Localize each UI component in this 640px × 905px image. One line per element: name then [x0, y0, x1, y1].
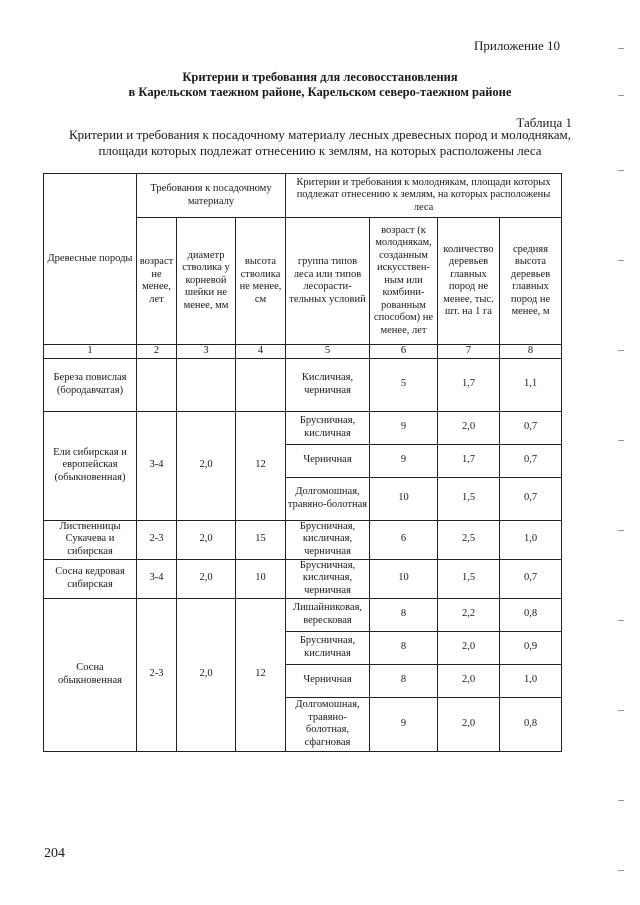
forest-type-cell: Брусничная, кисличная, черничная [286, 559, 370, 598]
mean-height-cell: 0,8 [500, 697, 562, 751]
forest-type-cell: Долгомошная, травяно-болотная [286, 477, 370, 520]
column-number: 3 [177, 345, 236, 359]
criteria-table [43, 173, 562, 752]
mean-height-cell: 0,7 [500, 477, 562, 520]
height-cell: 12 [236, 411, 286, 520]
tree-count-cell: 2,2 [438, 598, 500, 631]
column-number: 7 [438, 345, 500, 359]
header-forest-type: группа типов леса или типов лесорасти-тельных условий [286, 218, 370, 345]
young-age-cell: 8 [370, 598, 438, 631]
height-cell: 10 [236, 559, 286, 598]
young-age-cell: 8 [370, 631, 438, 664]
forest-type-cell: Брусничная, кисличная [286, 631, 370, 664]
header-diameter: диаметр стволика у корневой шейки не менее, мм [177, 218, 236, 345]
species-cell: Ели сибирская и европейская (обыкновенная) [44, 411, 137, 520]
document-title [0, 70, 640, 100]
table-row [44, 411, 562, 444]
young-age-cell: 10 [370, 477, 438, 520]
mean-height-cell: 0,9 [500, 631, 562, 664]
header-tree-count: количество деревьев главных пород не менее, тыс. шт. на 1 га [438, 218, 500, 345]
header-planting-material: Требования к посадочному материалу [137, 174, 286, 218]
appendix-label: Приложение 10 [473, 38, 560, 53]
table-number: Таблица 1 [516, 115, 572, 130]
forest-type-cell: Черничная [286, 664, 370, 697]
young-age-cell: 5 [370, 358, 438, 411]
mean-height-cell: 1,1 [500, 358, 562, 411]
planting-age-cell: 3-4 [137, 411, 177, 520]
mean-height-cell: 0,7 [500, 559, 562, 598]
forest-type-cell: Брусничная, кисличная [286, 411, 370, 444]
diameter-cell [177, 358, 236, 411]
column-number: 8 [500, 345, 562, 359]
forest-type-cell: Лишайниковая, вересковая [286, 598, 370, 631]
forest-type-cell: Кисличная, черничная [286, 358, 370, 411]
table-row [44, 559, 562, 598]
height-cell: 12 [236, 598, 286, 751]
tree-count-cell: 2,5 [438, 520, 500, 559]
column-number: 5 [286, 345, 370, 359]
mean-height-cell: 0,8 [500, 598, 562, 631]
header-mean-height: средняя высота деревьев главных пород не менее, м [500, 218, 562, 345]
planting-age-cell [137, 358, 177, 411]
diameter-cell: 2,0 [177, 598, 236, 751]
diameter-cell: 2,0 [177, 559, 236, 598]
young-age-cell: 9 [370, 444, 438, 477]
title-line-1: Критерии и требования для лесовосстановления [182, 70, 458, 84]
young-age-cell: 9 [370, 411, 438, 444]
header-species: Древесные породы [44, 174, 137, 345]
height-cell [236, 358, 286, 411]
planting-age-cell: 2-3 [137, 598, 177, 751]
tree-count-cell: 1,7 [438, 444, 500, 477]
planting-age-cell: 2-3 [137, 520, 177, 559]
tree-count-cell: 1,5 [438, 559, 500, 598]
young-age-cell: 10 [370, 559, 438, 598]
forest-type-cell: Долгомошная, травяно-болотная, сфагновая [286, 697, 370, 751]
header-young-stands: Критерии и требования к молоднякам, площади которых подлежат отнесению к землям, на которых расположены леса [286, 174, 562, 218]
mean-height-cell: 1,0 [500, 664, 562, 697]
mean-height-cell: 0,7 [500, 411, 562, 444]
header-height: высота стволика не менее, см [236, 218, 286, 345]
tree-count-cell: 2,0 [438, 411, 500, 444]
column-number: 2 [137, 345, 177, 359]
species-cell: Сосна обыкновенная [44, 598, 137, 751]
header-young-age: возраст (к молоднякам, созданным искусствен-ным или комбини-рованным способом) не менее, лет [370, 218, 438, 345]
young-age-cell: 9 [370, 697, 438, 751]
mean-height-cell: 0,7 [500, 444, 562, 477]
planting-age-cell: 3-4 [137, 559, 177, 598]
table-row [44, 520, 562, 559]
table-row [44, 358, 562, 411]
caption-line-2: площади которых подлежат отнесению к землям, на которых расположены леса [98, 143, 542, 158]
species-cell: Береза повислая (бородавчатая) [44, 358, 137, 411]
column-number: 4 [236, 345, 286, 359]
species-cell: Лиственницы Сукачева и сибирская [44, 520, 137, 559]
species-cell: Сосна кедровая сибирская [44, 559, 137, 598]
table-row [44, 598, 562, 631]
tree-count-cell: 2,0 [438, 631, 500, 664]
forest-type-cell: Брусничная, кисличная, черничная [286, 520, 370, 559]
tree-count-cell: 1,7 [438, 358, 500, 411]
forest-type-cell: Черничная [286, 444, 370, 477]
column-numbers-row [44, 345, 562, 359]
header-age: возраст не менее, лет [137, 218, 177, 345]
diameter-cell: 2,0 [177, 411, 236, 520]
diameter-cell: 2,0 [177, 520, 236, 559]
tree-count-cell: 2,0 [438, 664, 500, 697]
column-number: 1 [44, 345, 137, 359]
young-age-cell: 6 [370, 520, 438, 559]
table-caption [50, 127, 590, 159]
column-number: 6 [370, 345, 438, 359]
tree-count-cell: 2,0 [438, 697, 500, 751]
young-age-cell: 8 [370, 664, 438, 697]
mean-height-cell: 1,0 [500, 520, 562, 559]
caption-line-1: Критерии и требования к посадочному материалу лесных древесных пород и молоднякам, [69, 127, 571, 142]
title-line-2: в Карельском таежном районе, Карельском северо-таежном районе [128, 85, 512, 99]
height-cell: 15 [236, 520, 286, 559]
page-number: 204 [44, 846, 65, 861]
tree-count-cell: 1,5 [438, 477, 500, 520]
scan-edge-marks [618, 0, 628, 905]
